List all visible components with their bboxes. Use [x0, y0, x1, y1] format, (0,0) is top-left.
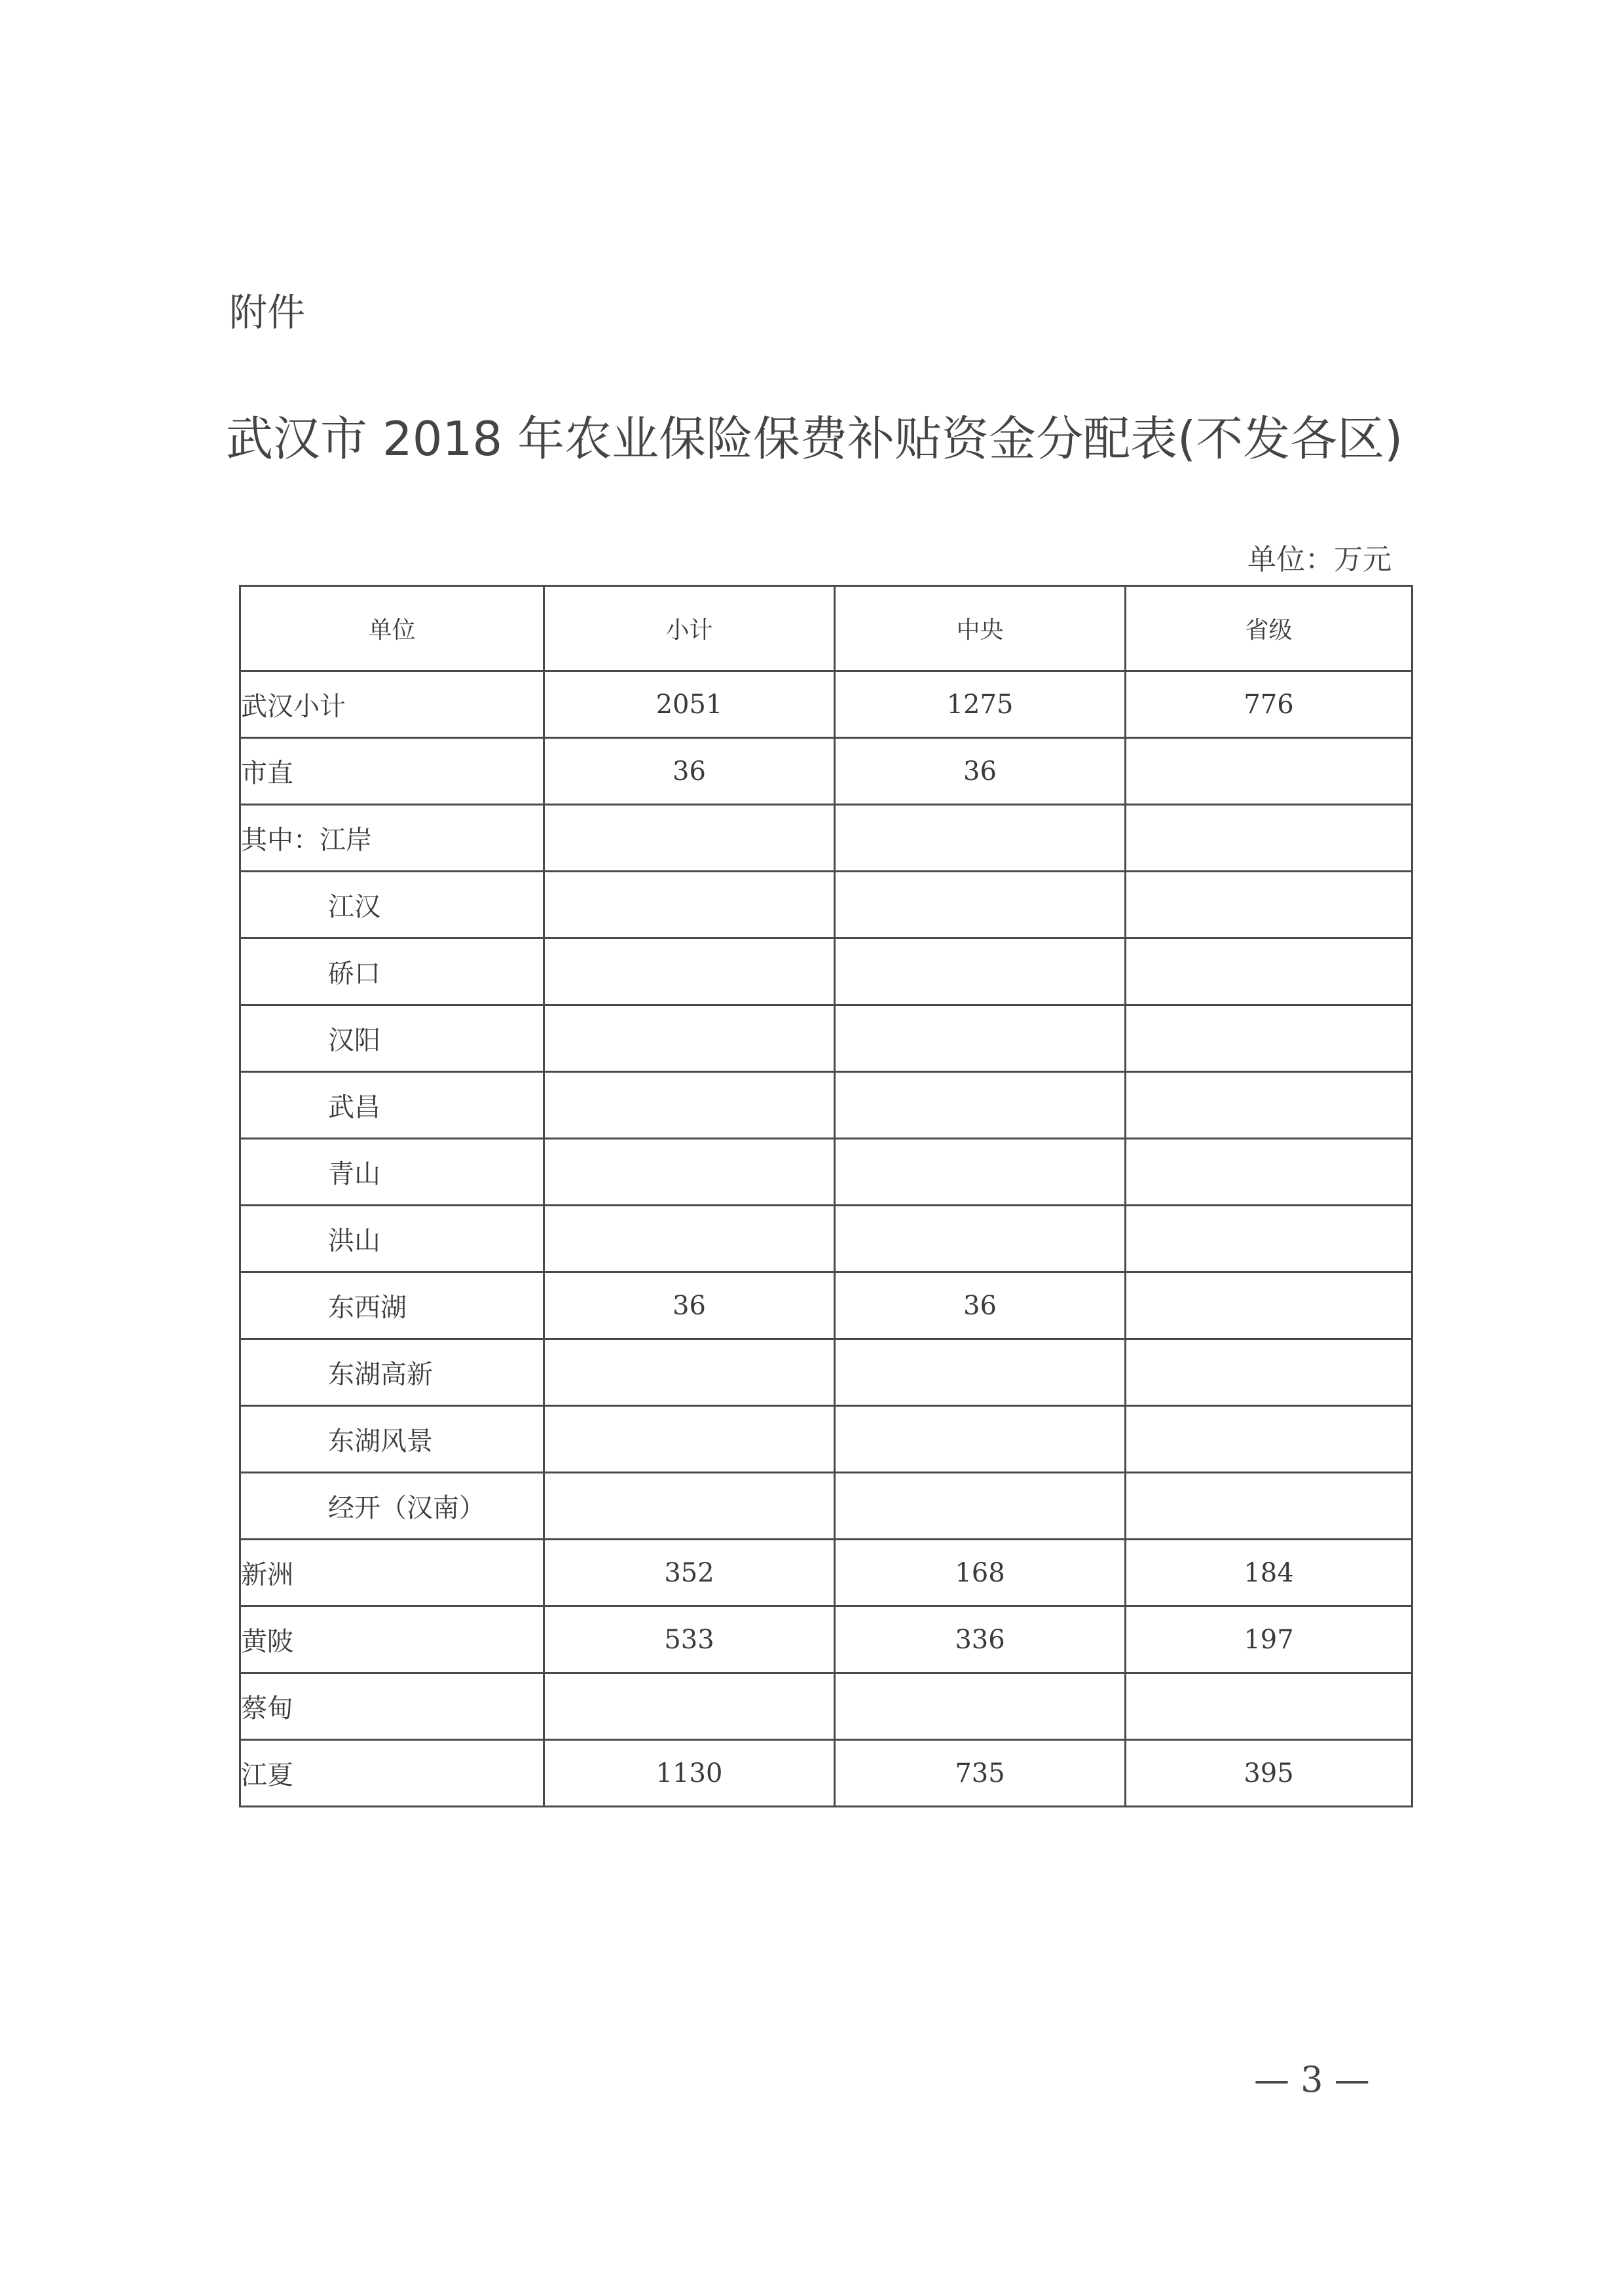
row-unit-name: 东西湖 [240, 1272, 544, 1339]
row-subtotal-value [544, 1339, 835, 1406]
row-unit-name: 蔡甸 [240, 1673, 544, 1740]
table-row [240, 805, 1412, 872]
table-row [240, 1740, 1412, 1807]
row-central-value [835, 1139, 1126, 1206]
row-subtotal-value: 36 [544, 1272, 835, 1339]
table-row [240, 1673, 1412, 1740]
table-row [240, 1139, 1412, 1206]
row-unit-name: 武昌 [240, 1072, 544, 1139]
row-unit-name: 江夏 [240, 1740, 544, 1807]
row-provincial-value [1126, 1139, 1412, 1206]
table-row [240, 1272, 1412, 1339]
table-body [240, 671, 1412, 1807]
table-row [240, 938, 1412, 1005]
row-subtotal-value [544, 1206, 835, 1272]
row-provincial-value [1126, 1005, 1412, 1072]
row-unit-name: 武汉小计 [240, 671, 544, 738]
row-provincial-value [1126, 1206, 1412, 1272]
table-row [240, 872, 1412, 938]
column-header-central: 中央 [835, 586, 1126, 671]
row-unit-name: 洪山 [240, 1206, 544, 1272]
row-unit-name: 新洲 [240, 1540, 544, 1606]
row-provincial-value [1126, 805, 1412, 872]
row-subtotal-value: 36 [544, 738, 835, 805]
row-subtotal-value [544, 938, 835, 1005]
row-central-value [835, 1005, 1126, 1072]
row-provincial-value: 197 [1126, 1606, 1412, 1673]
column-header-unit: 单位 [240, 586, 544, 671]
row-subtotal-value: 533 [544, 1606, 835, 1673]
row-provincial-value [1126, 1473, 1412, 1540]
row-subtotal-value [544, 805, 835, 872]
row-unit-name: 青山 [240, 1139, 544, 1206]
column-header-provincial: 省级 [1126, 586, 1412, 671]
row-subtotal-value: 2051 [544, 671, 835, 738]
row-central-value [835, 1406, 1126, 1473]
row-unit-name: 东湖高新 [240, 1339, 544, 1406]
row-central-value: 1275 [835, 671, 1126, 738]
row-provincial-value [1126, 1339, 1412, 1406]
row-unit-name: 汉阳 [240, 1005, 544, 1072]
row-central-value: 36 [835, 738, 1126, 805]
row-subtotal-value: 1130 [544, 1740, 835, 1807]
row-provincial-value: 184 [1126, 1540, 1412, 1606]
row-unit-name: 黄陂 [240, 1606, 544, 1673]
table-row [240, 671, 1412, 738]
row-unit-name: 经开（汉南） [240, 1473, 544, 1540]
row-provincial-value: 776 [1126, 671, 1412, 738]
row-central-value [835, 1072, 1126, 1139]
row-unit-name: 硚口 [240, 938, 544, 1005]
row-provincial-value [1126, 1673, 1412, 1740]
row-provincial-value [1126, 1406, 1412, 1473]
row-unit-name: 其中：江岸 [240, 805, 544, 872]
row-provincial-value [1126, 738, 1412, 805]
row-central-value: 336 [835, 1606, 1126, 1673]
row-subtotal-value [544, 1072, 835, 1139]
row-central-value [835, 872, 1126, 938]
row-unit-name: 东湖风景 [240, 1406, 544, 1473]
row-provincial-value [1126, 1272, 1412, 1339]
row-central-value: 168 [835, 1540, 1126, 1606]
table-row [240, 1339, 1412, 1406]
table-row [240, 1072, 1412, 1139]
table-row [240, 738, 1412, 805]
row-provincial-value [1126, 872, 1412, 938]
row-provincial-value [1126, 1072, 1412, 1139]
row-central-value [835, 1339, 1126, 1406]
row-central-value [835, 805, 1126, 872]
attachment-label: 附件 [229, 290, 306, 335]
row-central-value [835, 1206, 1126, 1272]
row-central-value: 36 [835, 1272, 1126, 1339]
table-row [240, 1206, 1412, 1272]
row-subtotal-value [544, 1139, 835, 1206]
row-central-value [835, 1673, 1126, 1740]
row-central-value [835, 938, 1126, 1005]
row-subtotal-value [544, 1673, 835, 1740]
row-subtotal-value: 352 [544, 1540, 835, 1606]
row-provincial-value: 395 [1126, 1740, 1412, 1807]
row-central-value [835, 1473, 1126, 1540]
table-row [240, 1406, 1412, 1473]
row-central-value: 735 [835, 1740, 1126, 1807]
page-number: — 3 — [1254, 2059, 1370, 2100]
row-subtotal-value [544, 1005, 835, 1072]
table-row [240, 1606, 1412, 1673]
allocation-table [239, 585, 1413, 1807]
row-subtotal-value [544, 872, 835, 938]
table-header-row [240, 586, 1412, 671]
table-row [240, 1473, 1412, 1540]
document-title: 武汉市 2018 年农业保险保费补贴资金分配表(不发各区) [226, 411, 1403, 466]
row-unit-name: 市直 [240, 738, 544, 805]
row-subtotal-value [544, 1406, 835, 1473]
unit-note: 单位：万元 [1247, 543, 1392, 576]
row-unit-name: 江汉 [240, 872, 544, 938]
row-subtotal-value [544, 1473, 835, 1540]
row-provincial-value [1126, 938, 1412, 1005]
column-header-subtotal: 小计 [544, 586, 835, 671]
table-row [240, 1005, 1412, 1072]
table-row [240, 1540, 1412, 1606]
